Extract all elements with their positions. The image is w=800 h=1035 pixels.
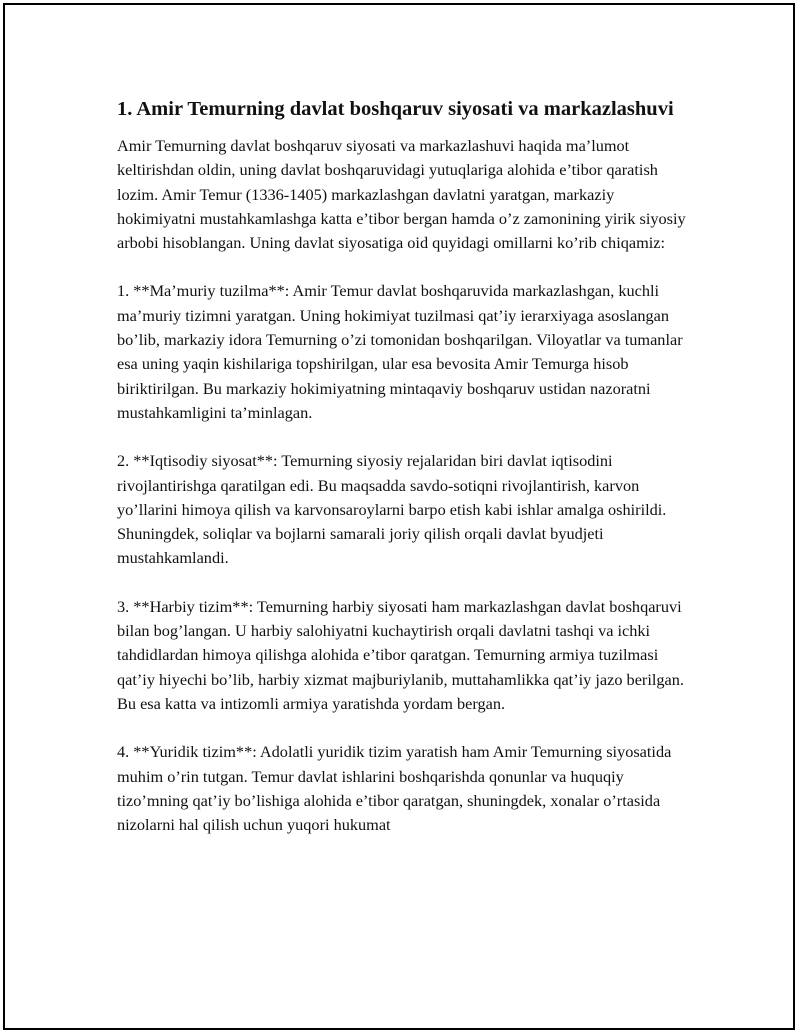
- section-paragraph-military: 3. **Harbiy tizim**: Temurning harbiy siyosati ham markazlashgan davlat boshqaruvi bilan bog’langan. U harbiy salohiyatni kuchaytirish orqali davlatni tashqi va ichki tahdidlardan himoya qilishga alohida e’tibor qaratgan. Temurning armiya tuzilmasi qat’iy hiyechi bo’lib, harbiy xizmat majburiylanib, muttahamlikka qat’iy jazo berilgan. Bu esa katta va intizomli armiya yaratishda yordam bergan.: [117, 596, 684, 713]
- section-paragraph-administrative: 1. **Ma’muriy tuzilma**: Amir Temur davlat boshqaruvida markazlashgan, kuchli ma’muriy tizimni yaratgan. Uning hokimiyat tuzilmasi qat’iy ierarxiyaga asoslangan bo’lib, markaziy idora Temurning o’zi tomonidan boshqarilgan. Viloyatlar va tumanlar esa uning yaqin kishilariga topshirilgan, ular esa bevosita Amir Temurga hisob biriktirilgan. Bu markaziy hokimiyatning mintaqaviy boshqaruv ustidan nazoratni mustahkamligini ta’minlagan.: [117, 281, 683, 422]
- document-title: 1. Amir Temurning davlat boshqaruv siyosati va markazlashuvi: [117, 98, 674, 120]
- section-paragraph-economic: 2. **Iqtisodiy siyosat**: Temurning siyosiy rejalaridan biri davlat iqtisodini rivojlantirishga qaratilgan edi. Bu maqsadda savdo-sotiqni rivojlantirish, karvon yo’llarini himoya qilish va karvonsaroylarni barpo etish kabi ishlar amalga oshirildi. Shuningdek, soliqlar va bojlarni samarali joriy qilish orqali davlat byudjeti mustahkamlandi.: [117, 451, 667, 568]
- document-body: [117, 95, 687, 861]
- intro-paragraph: Amir Temurning davlat boshqaruv siyosati va markazlashuvi haqida ma’lumot keltirishdan oldin, uning davlat boshqaruvidagi yutuqlariga alohida e’tibor qaratish lozim. Amir Temur (1336-1405) markazlashgan davlatni yaratgan, markaziy hokimiyatni mustahkamlashga katta e’tibor bergan hamda o’z zamonining yirik siyosiy arbobi hisoblangan. Uning davlat siyosatiga oid quyidagi omillarni ko’rib chiqamiz:: [117, 136, 686, 253]
- section-paragraph-legal: 4. **Yuridik tizim**: Adolatli yuridik tizim yaratish ham Amir Temurning siyosatida muhim o’rin tutgan. Temur davlat ishlarini boshqarishda qonunlar va huquqiy tizo’mning qat’iy bo’lishiga alohida e’tibor qaratgan, shuningdek, xonalar o’rtasida nizolarni hal qilish uchun yuqori hukumat: [117, 742, 672, 835]
